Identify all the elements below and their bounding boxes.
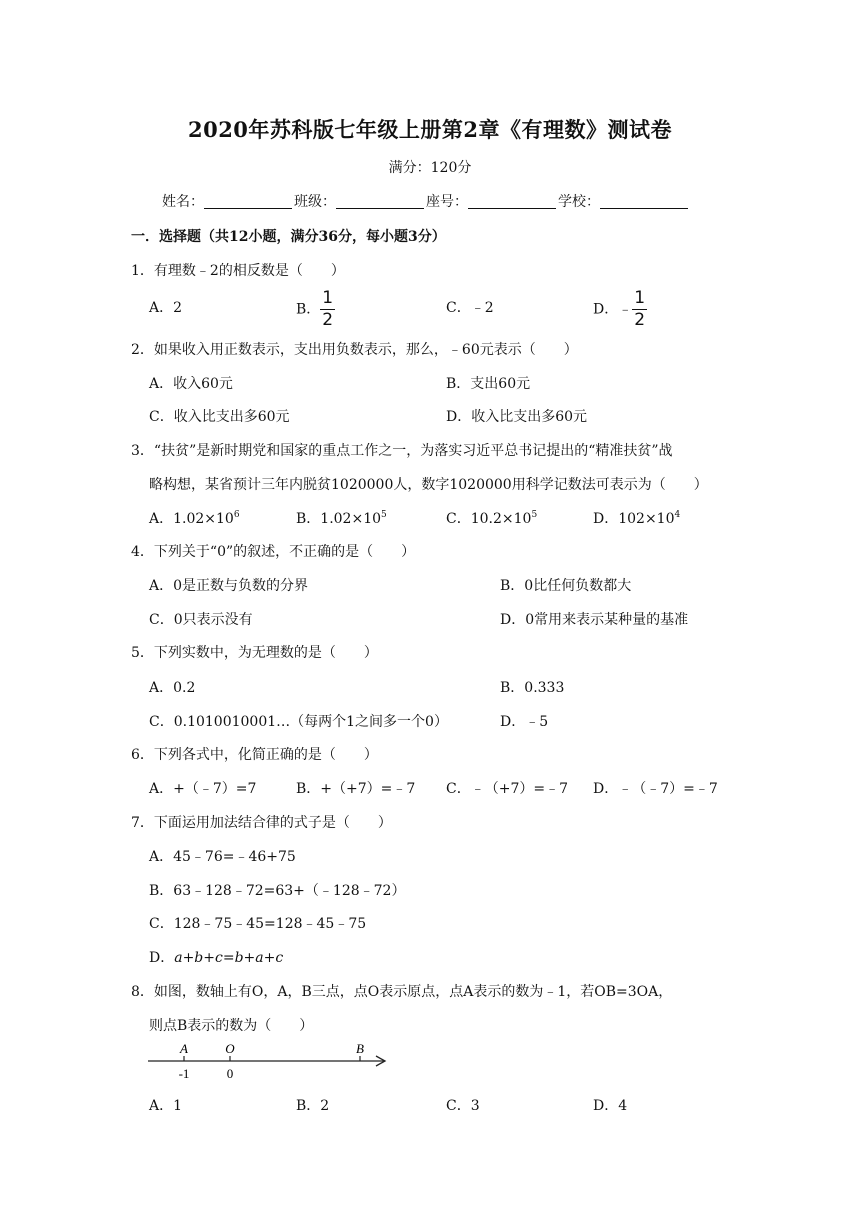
q1-option-d-prefix: D．﹣ bbox=[593, 301, 633, 318]
q6-option-d: D．﹣（﹣7）=﹣7 bbox=[593, 781, 718, 797]
q7-option-b: B．63﹣128﹣72=63+（﹣128﹣72） bbox=[149, 883, 406, 899]
tick-label-a: -1 bbox=[178, 1066, 190, 1081]
question-8-stem-line-1: 8．如图，数轴上有O，A，B三点，点O表示原点，点A表示的数为﹣1，若OB=3OA， bbox=[131, 984, 673, 1000]
q7-option-d-expression: a+b+c=b+a+c bbox=[174, 950, 284, 966]
q5-option-a: A．0.2 bbox=[149, 680, 196, 696]
q7-option-c: C．128﹣75﹣45=128﹣45﹣75 bbox=[149, 916, 367, 932]
q2-option-b: B．支出60元 bbox=[446, 376, 531, 392]
page-title: 2020年苏科版七年级上册第2章《有理数》测试卷 bbox=[187, 117, 673, 142]
class-label: 班级： bbox=[294, 194, 336, 210]
q4-option-c: C．0只表示没有 bbox=[149, 612, 253, 628]
q1-option-b-prefix: B． bbox=[296, 301, 321, 318]
school-label: 学校： bbox=[558, 194, 600, 210]
q3-option-b bbox=[296, 508, 387, 528]
q1-option-c: C．﹣2 bbox=[446, 300, 494, 316]
q7-option-d bbox=[149, 947, 283, 967]
question-3-stem-line-1: 3．“扶贫”是新时期党和国家的重点工作之一，为落实习近平总书记提出的“精准扶贫”战 bbox=[131, 443, 673, 459]
fraction bbox=[632, 290, 647, 329]
seat-label: 座号： bbox=[426, 194, 468, 210]
q2-option-c: C．收入比支出多60元 bbox=[149, 409, 290, 425]
question-8-stem-line-2: 则点B表示的数为（ ） bbox=[149, 1018, 314, 1034]
fraction-denominator: 2 bbox=[322, 310, 334, 330]
q8-option-b: B．2 bbox=[296, 1098, 330, 1114]
label-point-b: B bbox=[356, 1041, 364, 1056]
q3-option-a bbox=[149, 508, 240, 528]
q8-option-c: C．3 bbox=[446, 1098, 480, 1114]
q2-option-d: D．收入比支出多60元 bbox=[446, 409, 588, 425]
question-1-stem: 1．有理数﹣2的相反数是（ ） bbox=[131, 263, 345, 279]
q3-option-a-base: A．1.02×10 bbox=[149, 511, 234, 527]
q8-option-a: A．1 bbox=[149, 1098, 183, 1114]
q8-option-d: D．4 bbox=[593, 1098, 628, 1114]
seat-blank bbox=[468, 194, 556, 209]
q5-option-d: D．﹣5 bbox=[500, 714, 549, 730]
q5-option-b: B．0.333 bbox=[500, 680, 565, 696]
number-line-figure bbox=[148, 1039, 393, 1084]
q6-option-b: B．+（+7）=﹣7 bbox=[296, 781, 416, 797]
q5-option-c: C．0.1010010001…（每两个1之间多一个0） bbox=[149, 714, 448, 730]
q4-option-b: B．0比任何负数都大 bbox=[500, 578, 632, 594]
q6-option-c: C．﹣（+7）=﹣7 bbox=[446, 781, 568, 797]
student-info-line bbox=[162, 191, 690, 211]
q3-option-c-base: C．10.2×10 bbox=[446, 511, 532, 527]
tick-label-o: 0 bbox=[226, 1066, 234, 1081]
fraction bbox=[320, 290, 335, 329]
q7-option-a: A．45﹣76=﹣46+75 bbox=[149, 849, 296, 865]
q1-option-b bbox=[296, 290, 335, 329]
class-blank bbox=[336, 194, 424, 209]
q1-option-d bbox=[593, 290, 647, 329]
q3-option-a-exponent: 6 bbox=[233, 510, 240, 520]
q3-option-c-exponent: 5 bbox=[531, 510, 538, 520]
fraction-numerator: 1 bbox=[322, 288, 334, 308]
q6-option-a: A．+（﹣7）=7 bbox=[149, 781, 257, 797]
q4-option-d: D．0常用来表示某种量的基准 bbox=[500, 612, 689, 628]
q1-option-a: A．2 bbox=[149, 300, 183, 316]
fraction-numerator: 1 bbox=[634, 288, 646, 308]
q4-option-a: A．0是正数与负数的分界 bbox=[149, 578, 309, 594]
name-blank bbox=[204, 194, 292, 209]
q3-option-d bbox=[593, 508, 680, 528]
school-blank bbox=[600, 194, 688, 209]
full-score: 满分：120分 bbox=[388, 160, 472, 176]
q3-option-d-exponent: 4 bbox=[674, 510, 681, 520]
question-3-stem-line-2: 略构想，某省预计三年内脱贫1020000人，数字1020000用科学记数法可表示为（ ） bbox=[149, 477, 708, 493]
question-6-stem: 6．下列各式中，化简正确的是（ ） bbox=[131, 747, 378, 763]
q3-option-d-base: D．102×10 bbox=[593, 511, 675, 527]
question-2-stem: 2．如果收入用正数表示，支出用负数表示，那么，﹣60元表示（ ） bbox=[131, 342, 578, 358]
q3-option-c bbox=[446, 508, 537, 528]
q3-option-b-base: B．1.02×10 bbox=[296, 511, 382, 527]
section-heading: 一．选择题（共12小题，满分36分，每小题3分） bbox=[131, 229, 446, 245]
question-7-stem: 7．下面运用加法结合律的式子是（ ） bbox=[131, 815, 392, 831]
fraction-denominator: 2 bbox=[634, 310, 646, 330]
question-4-stem: 4．下列关于“0”的叙述，不正确的是（ ） bbox=[131, 544, 416, 560]
label-point-a: A bbox=[180, 1041, 188, 1056]
label-point-o: O bbox=[225, 1041, 235, 1056]
question-5-stem: 5．下列实数中，为无理数的是（ ） bbox=[131, 645, 378, 661]
q7-option-d-prefix: D． bbox=[149, 950, 175, 966]
q3-option-b-exponent: 5 bbox=[381, 510, 387, 520]
q2-option-a: A．收入60元 bbox=[149, 376, 233, 392]
name-label: 姓名： bbox=[162, 194, 204, 210]
